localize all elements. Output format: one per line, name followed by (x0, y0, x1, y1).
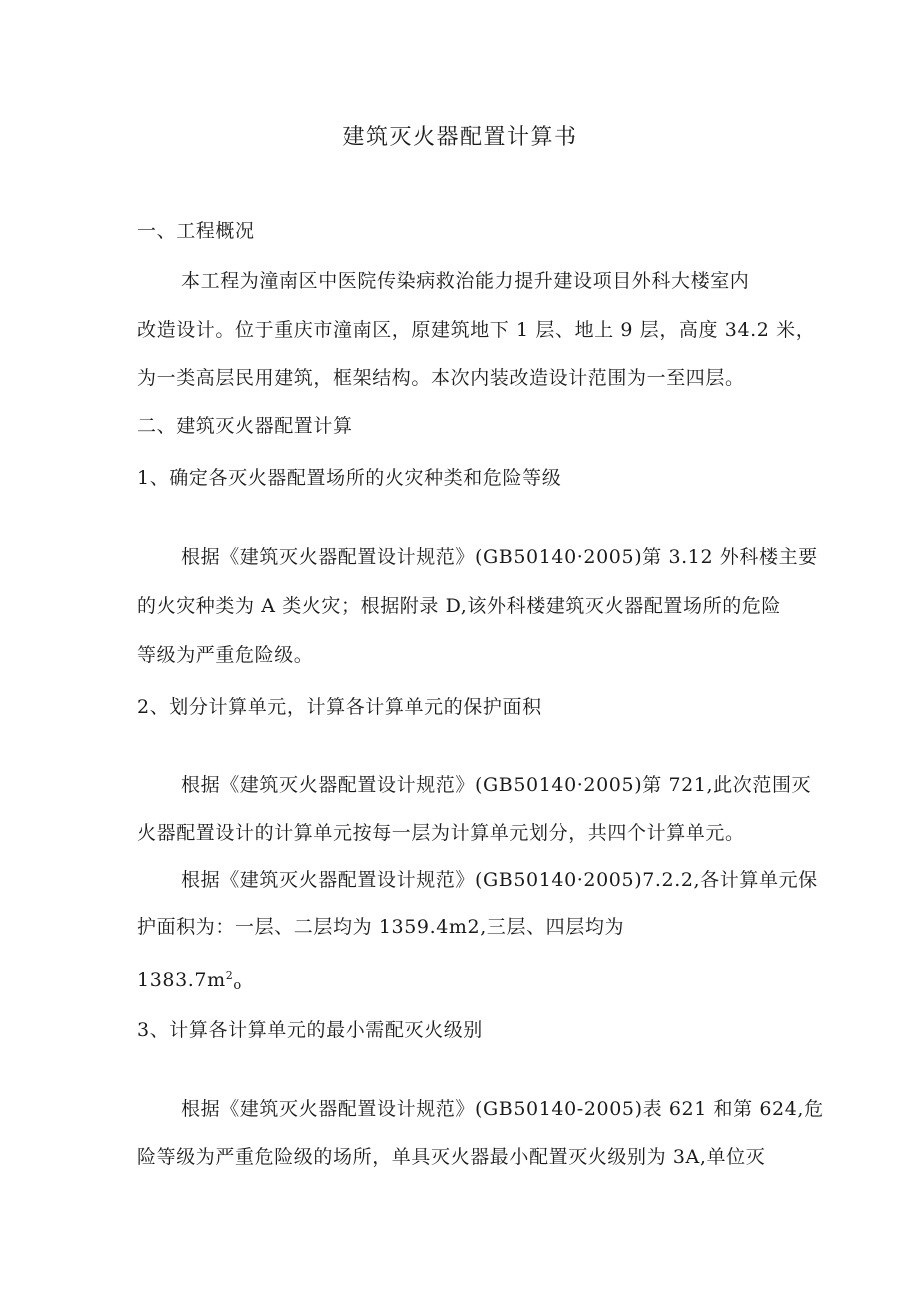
paragraph-line: 火器配置设计的计算单元按每一层为计算单元划分，共四个计算单元。 (137, 822, 745, 844)
subsection-heading-2: 2、划分计算单元，计算各计算单元的保护面积 (137, 696, 542, 718)
section-heading-calculation: 二、建筑灭火器配置计算 (137, 415, 353, 437)
paragraph-line: 改造设计。位于重庆市潼南区，原建筑地下 1 层、地上 9 层，高度 34.2 米， (137, 319, 816, 341)
paragraph-line: 护面积为：一层、二层均为 1359.4m2,三层、四层均为 (137, 916, 625, 938)
paragraph-line: 本工程为潼南区中医院传染病救治能力提升建设项目外科大楼室内 (181, 270, 750, 292)
area-value-line (137, 966, 787, 994)
document-title: 建筑灭火器配置计算书 (342, 125, 578, 150)
section-heading-overview: 一、工程概况 (137, 220, 255, 242)
paragraph-line: 根据《建筑灭火器配置设计规范》(GB50140·2005)第 3.12 外科楼主要 (181, 546, 818, 568)
paragraph-line: 根据《建筑灭火器配置设计规范》(GB50140·2005)7.2.2,各计算单元保 (181, 869, 818, 891)
subsection-heading-3: 3、计算各计算单元的最小需配灭火级别 (137, 1019, 483, 1041)
paragraph-line: 等级为严重危险级。 (137, 644, 314, 666)
area-value: 1383.7m (137, 969, 226, 991)
area-unit-superscript: 2 (225, 969, 234, 982)
subsection-heading-1: 1、确定各灭火器配置场所的火灾种类和危险等级 (137, 467, 562, 489)
paragraph-line: 根据《建筑灭火器配置设计规范》(GB50140-2005)表 621 和第 624,危 (181, 1098, 824, 1120)
area-trailing-mark: o (233, 978, 242, 993)
paragraph-line: 根据《建筑灭火器配置设计规范》(GB50140·2005)第 721,此次范围灭 (181, 774, 812, 796)
paragraph-line: 险等级为严重危险级的场所，单具灭火器最小配置灭火级别为 3A,单位灭 (137, 1146, 766, 1168)
paragraph-line: 为一类高层民用建筑，框架结构。本次内装改造设计范围为一至四层。 (137, 367, 745, 389)
paragraph-line: 的火灾种类为 A 类火灾；根据附录 D,该外科楼建筑灭火器配置场所的危险 (137, 595, 782, 617)
